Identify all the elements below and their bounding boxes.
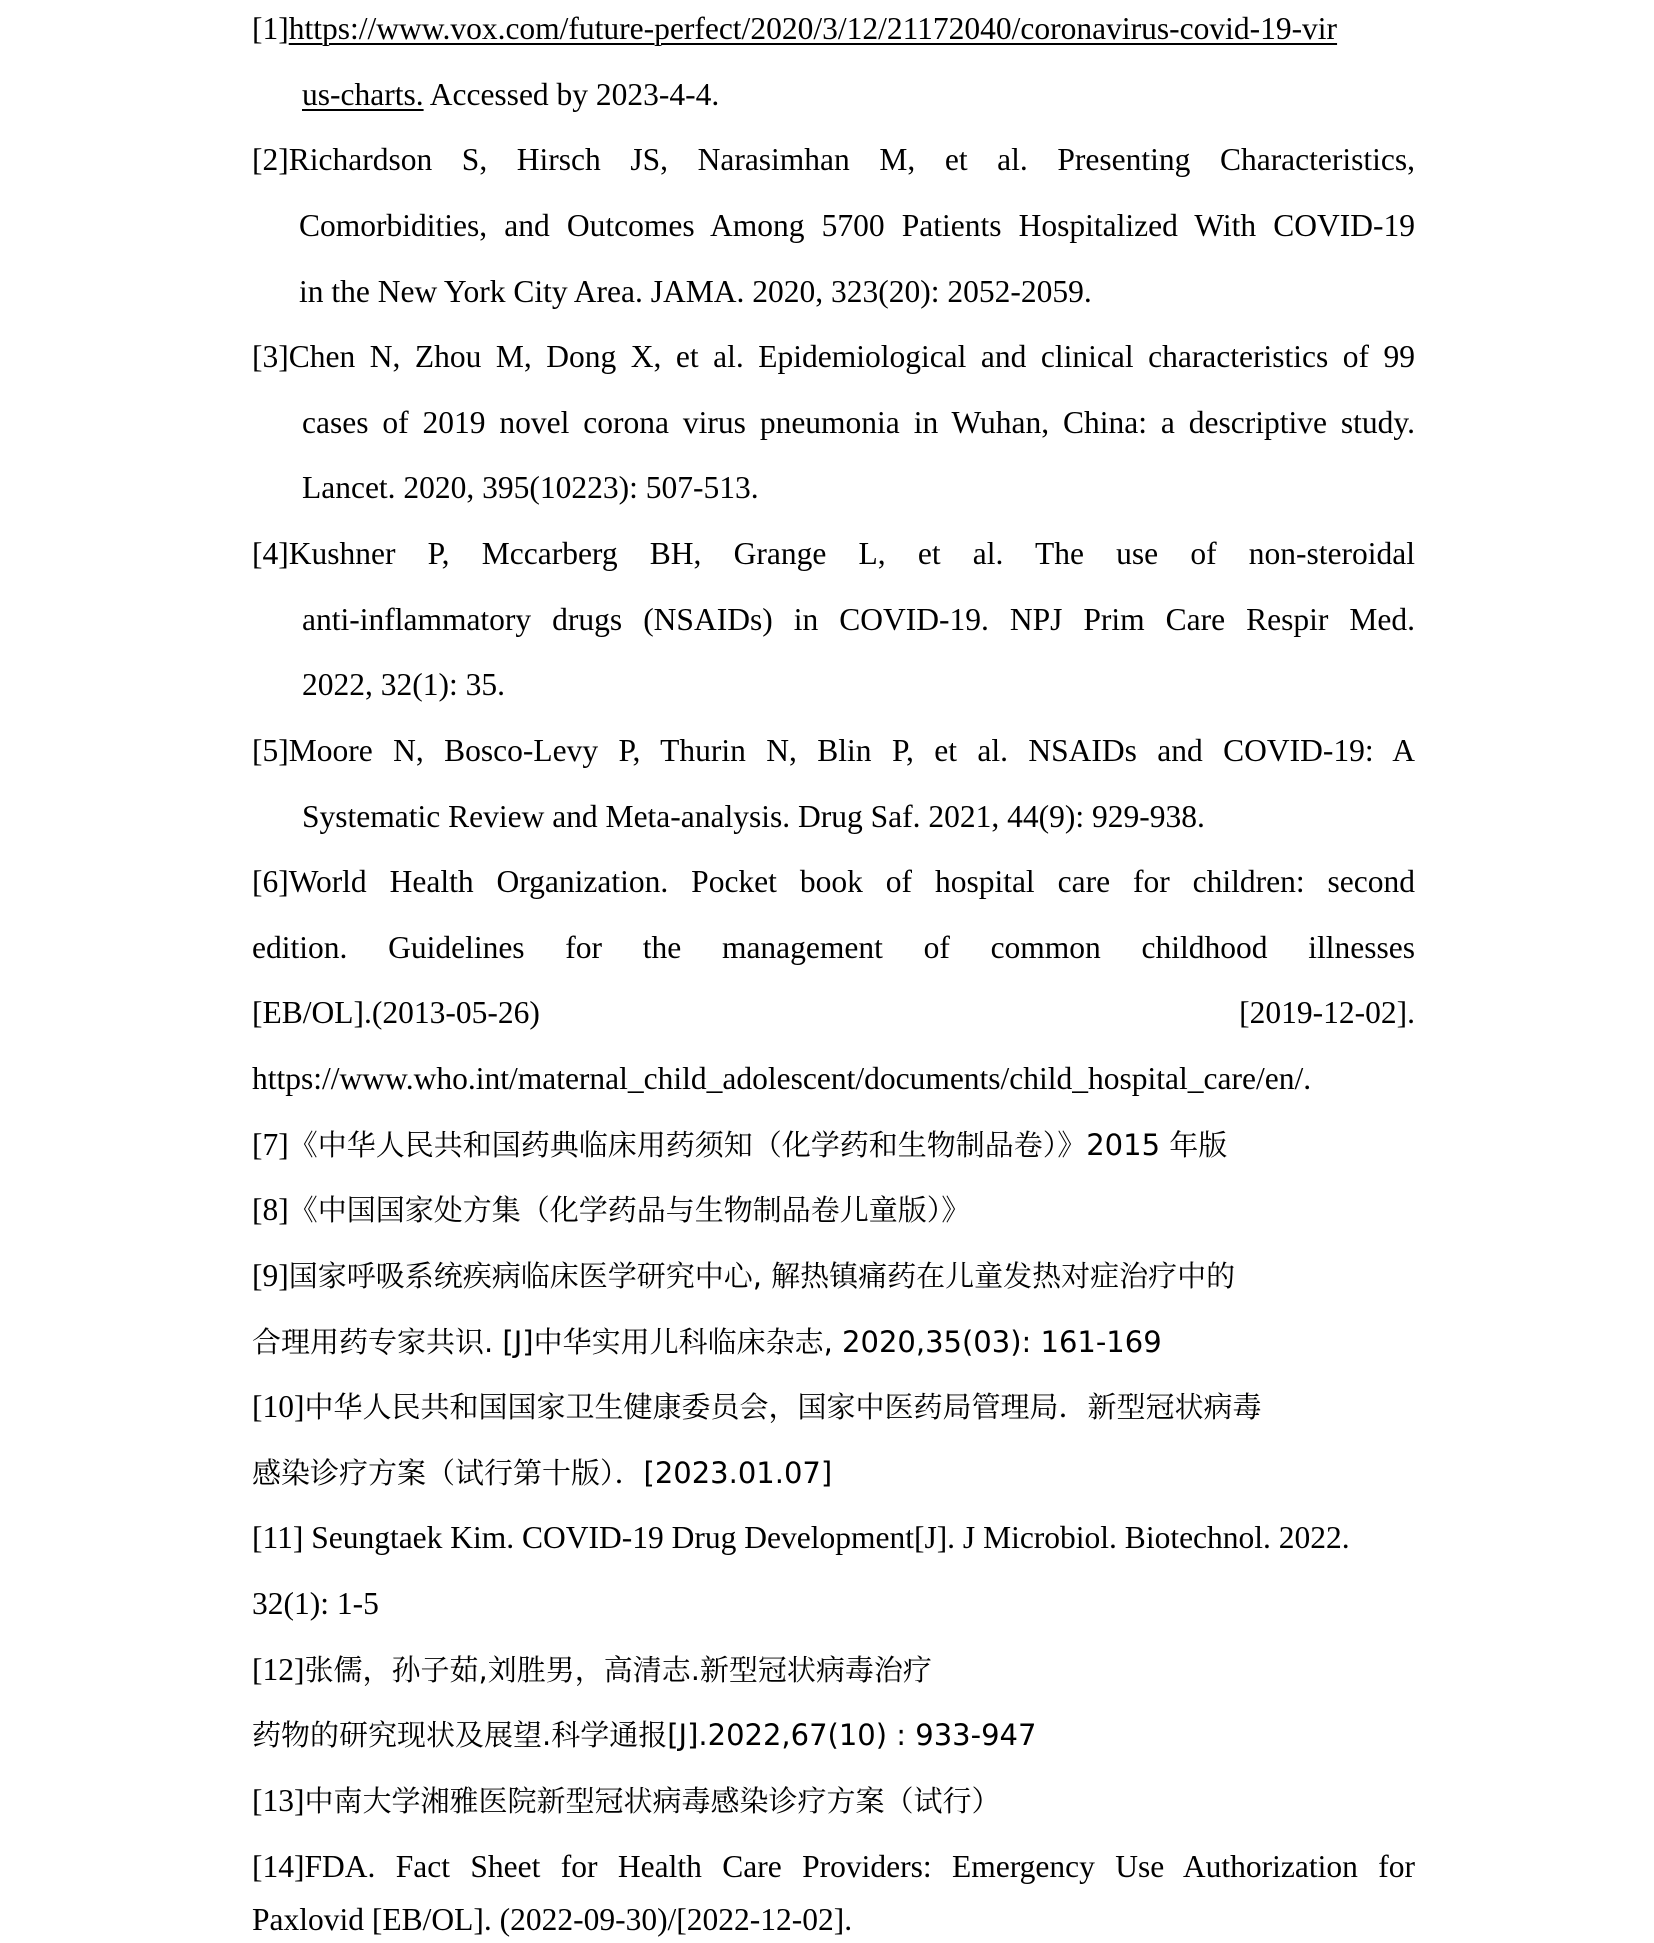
reference-text: Lancet. 2020, 395(10223): 507-513. (302, 470, 759, 505)
reference-line (252, 1900, 852, 1940)
reference-12 (252, 1650, 932, 1690)
reference-text: 张儒，孙子茹,刘胜男，高清志.新型冠状病毒治疗 (304, 1653, 932, 1687)
reference-7 (252, 1125, 1227, 1165)
reference-6 (252, 862, 1415, 902)
reference-label: [8] (252, 1192, 289, 1227)
reference-text: Moore N, Bosco-Levy P, Thurin N, Blin P, et al. NSAIDs and COVID-19: A (288, 733, 1415, 768)
reference-line (299, 206, 1415, 246)
reference-label: [12] (252, 1652, 305, 1687)
reference-line (302, 468, 759, 508)
reference-13 (252, 1781, 1001, 1821)
reference-text: 2022, 32(1): 35. (302, 667, 505, 702)
reference-9 (252, 1256, 1235, 1296)
reference-label: [2] (252, 142, 289, 177)
reference-5 (252, 731, 1415, 771)
reference-text: anti-inflammatory drugs (NSAIDs) in COVID-19. NPJ Prim Care Respir Med. (302, 602, 1415, 637)
reference-11 (252, 1518, 1350, 1558)
reference-3 (252, 337, 1415, 377)
reference-line (252, 1322, 1162, 1362)
reference-text: 药物的研究现状及展望.科学通报[J].2022,67(10) : 933-947 (252, 1718, 1037, 1752)
reference-line (252, 928, 1415, 968)
reference-label: [11] (252, 1520, 304, 1555)
reference-line (302, 797, 1205, 837)
reference-line (302, 403, 1415, 443)
reference-text: Systematic Review and Meta-analysis. Drug Saf. 2021, 44(9): 929-938. (302, 799, 1205, 834)
reference-8 (252, 1190, 970, 1230)
reference-text: 感染诊疗方案（试行第十版）．[2023.01.07] (252, 1456, 833, 1490)
reference-text: 《中国国家处方集（化学药品与生物制品卷儿童版）》 (288, 1193, 971, 1227)
reference-text: Chen N, Zhou M, Dong X, et al. Epidemiological and clinical characteristics of 99 (288, 339, 1415, 374)
reference-1 (252, 9, 1337, 49)
reference-14 (252, 1847, 1415, 1887)
reference-text: World Health Organization. Pocket book of hospital care for children: second (288, 864, 1415, 899)
reference-link[interactable]: https://www.vox.com/future-perfect/2020/3/12/21172040/coronavirus-covid-19-vir (288, 11, 1338, 46)
reference-label: [1] (252, 11, 289, 46)
reference-text: FDA. Fact Sheet for Health Care Providers: Emergency Use Authorization for (304, 1849, 1415, 1884)
reference-line (252, 1059, 1311, 1099)
reference-label: [10] (252, 1389, 305, 1424)
reference-text: 32(1): 1-5 (252, 1586, 379, 1621)
reference-text: Accessed by 2023-4-4. (423, 77, 720, 112)
reference-label: [3] (252, 339, 289, 374)
reference-line (302, 75, 719, 115)
reference-text: Richardson S, Hirsch JS, Narasimhan M, et al. Presenting Characteristics, (288, 142, 1415, 177)
reference-text: Paxlovid [EB/OL]. (2022-09-30)/[2022-12-02]. (252, 1902, 853, 1937)
reference-4 (252, 534, 1415, 574)
reference-text: 合理用药专家共识. [J]中华实用儿科临床杂志, 2020,35(03): 161-169 (252, 1325, 1162, 1359)
reference-label: [14] (252, 1849, 305, 1884)
reference-url: https://www.who.int/maternal_child_adolescent/documents/child_hospital_care/en/. (252, 1061, 1312, 1096)
reference-line (302, 665, 505, 705)
reference-text: 《中华人民共和国药典临床用药须知（化学药和生物制品卷）》2015 年版 (288, 1128, 1228, 1162)
reference-text: Kushner P, Mccarberg BH, Grange L, et al. The use of non-steroidal (288, 536, 1415, 571)
reference-line (252, 1453, 832, 1493)
reference-text: 国家呼吸系统疾病临床医学研究中心, 解热镇痛药在儿童发热对症治疗中的 (288, 1259, 1236, 1293)
reference-label: [5] (252, 733, 289, 768)
reference-line (302, 600, 1415, 640)
reference-text: Seungtaek Kim. COVID-19 Drug Development[J]. J Microbiol. Biotechnol. 2022. (303, 1520, 1350, 1555)
reference-10 (252, 1387, 1262, 1427)
reference-text: 中南大学湘雅医院新型冠状病毒感染诊疗方案（试行） (304, 1784, 1001, 1818)
reference-text: [EB/OL].(2013-05-26) [2019-12-02]. (252, 995, 1415, 1030)
reference-label: [7] (252, 1127, 289, 1162)
reference-label: [4] (252, 536, 289, 571)
reference-text: cases of 2019 novel corona virus pneumonia in Wuhan, China: a descriptive study. (302, 405, 1415, 440)
reference-2 (252, 140, 1415, 180)
reference-label: [6] (252, 864, 289, 899)
reference-line (252, 1584, 379, 1624)
reference-text: Comorbidities, and Outcomes Among 5700 Patients Hospitalized With COVID-19 (299, 208, 1415, 243)
reference-link-continuation[interactable]: us-charts. (302, 77, 424, 112)
reference-line (252, 993, 1415, 1033)
reference-line (299, 272, 1092, 312)
reference-text: in the New York City Area. JAMA. 2020, 323(20): 2052-2059. (299, 274, 1092, 309)
reference-text: 中华人民共和国国家卫生健康委员会，国家中医药局管理局．新型冠状病毒 (304, 1390, 1262, 1424)
reference-line (252, 1715, 1036, 1755)
reference-label: [13] (252, 1783, 305, 1818)
reference-text: edition. Guidelines for the management of common childhood illnesses (252, 930, 1415, 965)
reference-label: [9] (252, 1258, 289, 1293)
